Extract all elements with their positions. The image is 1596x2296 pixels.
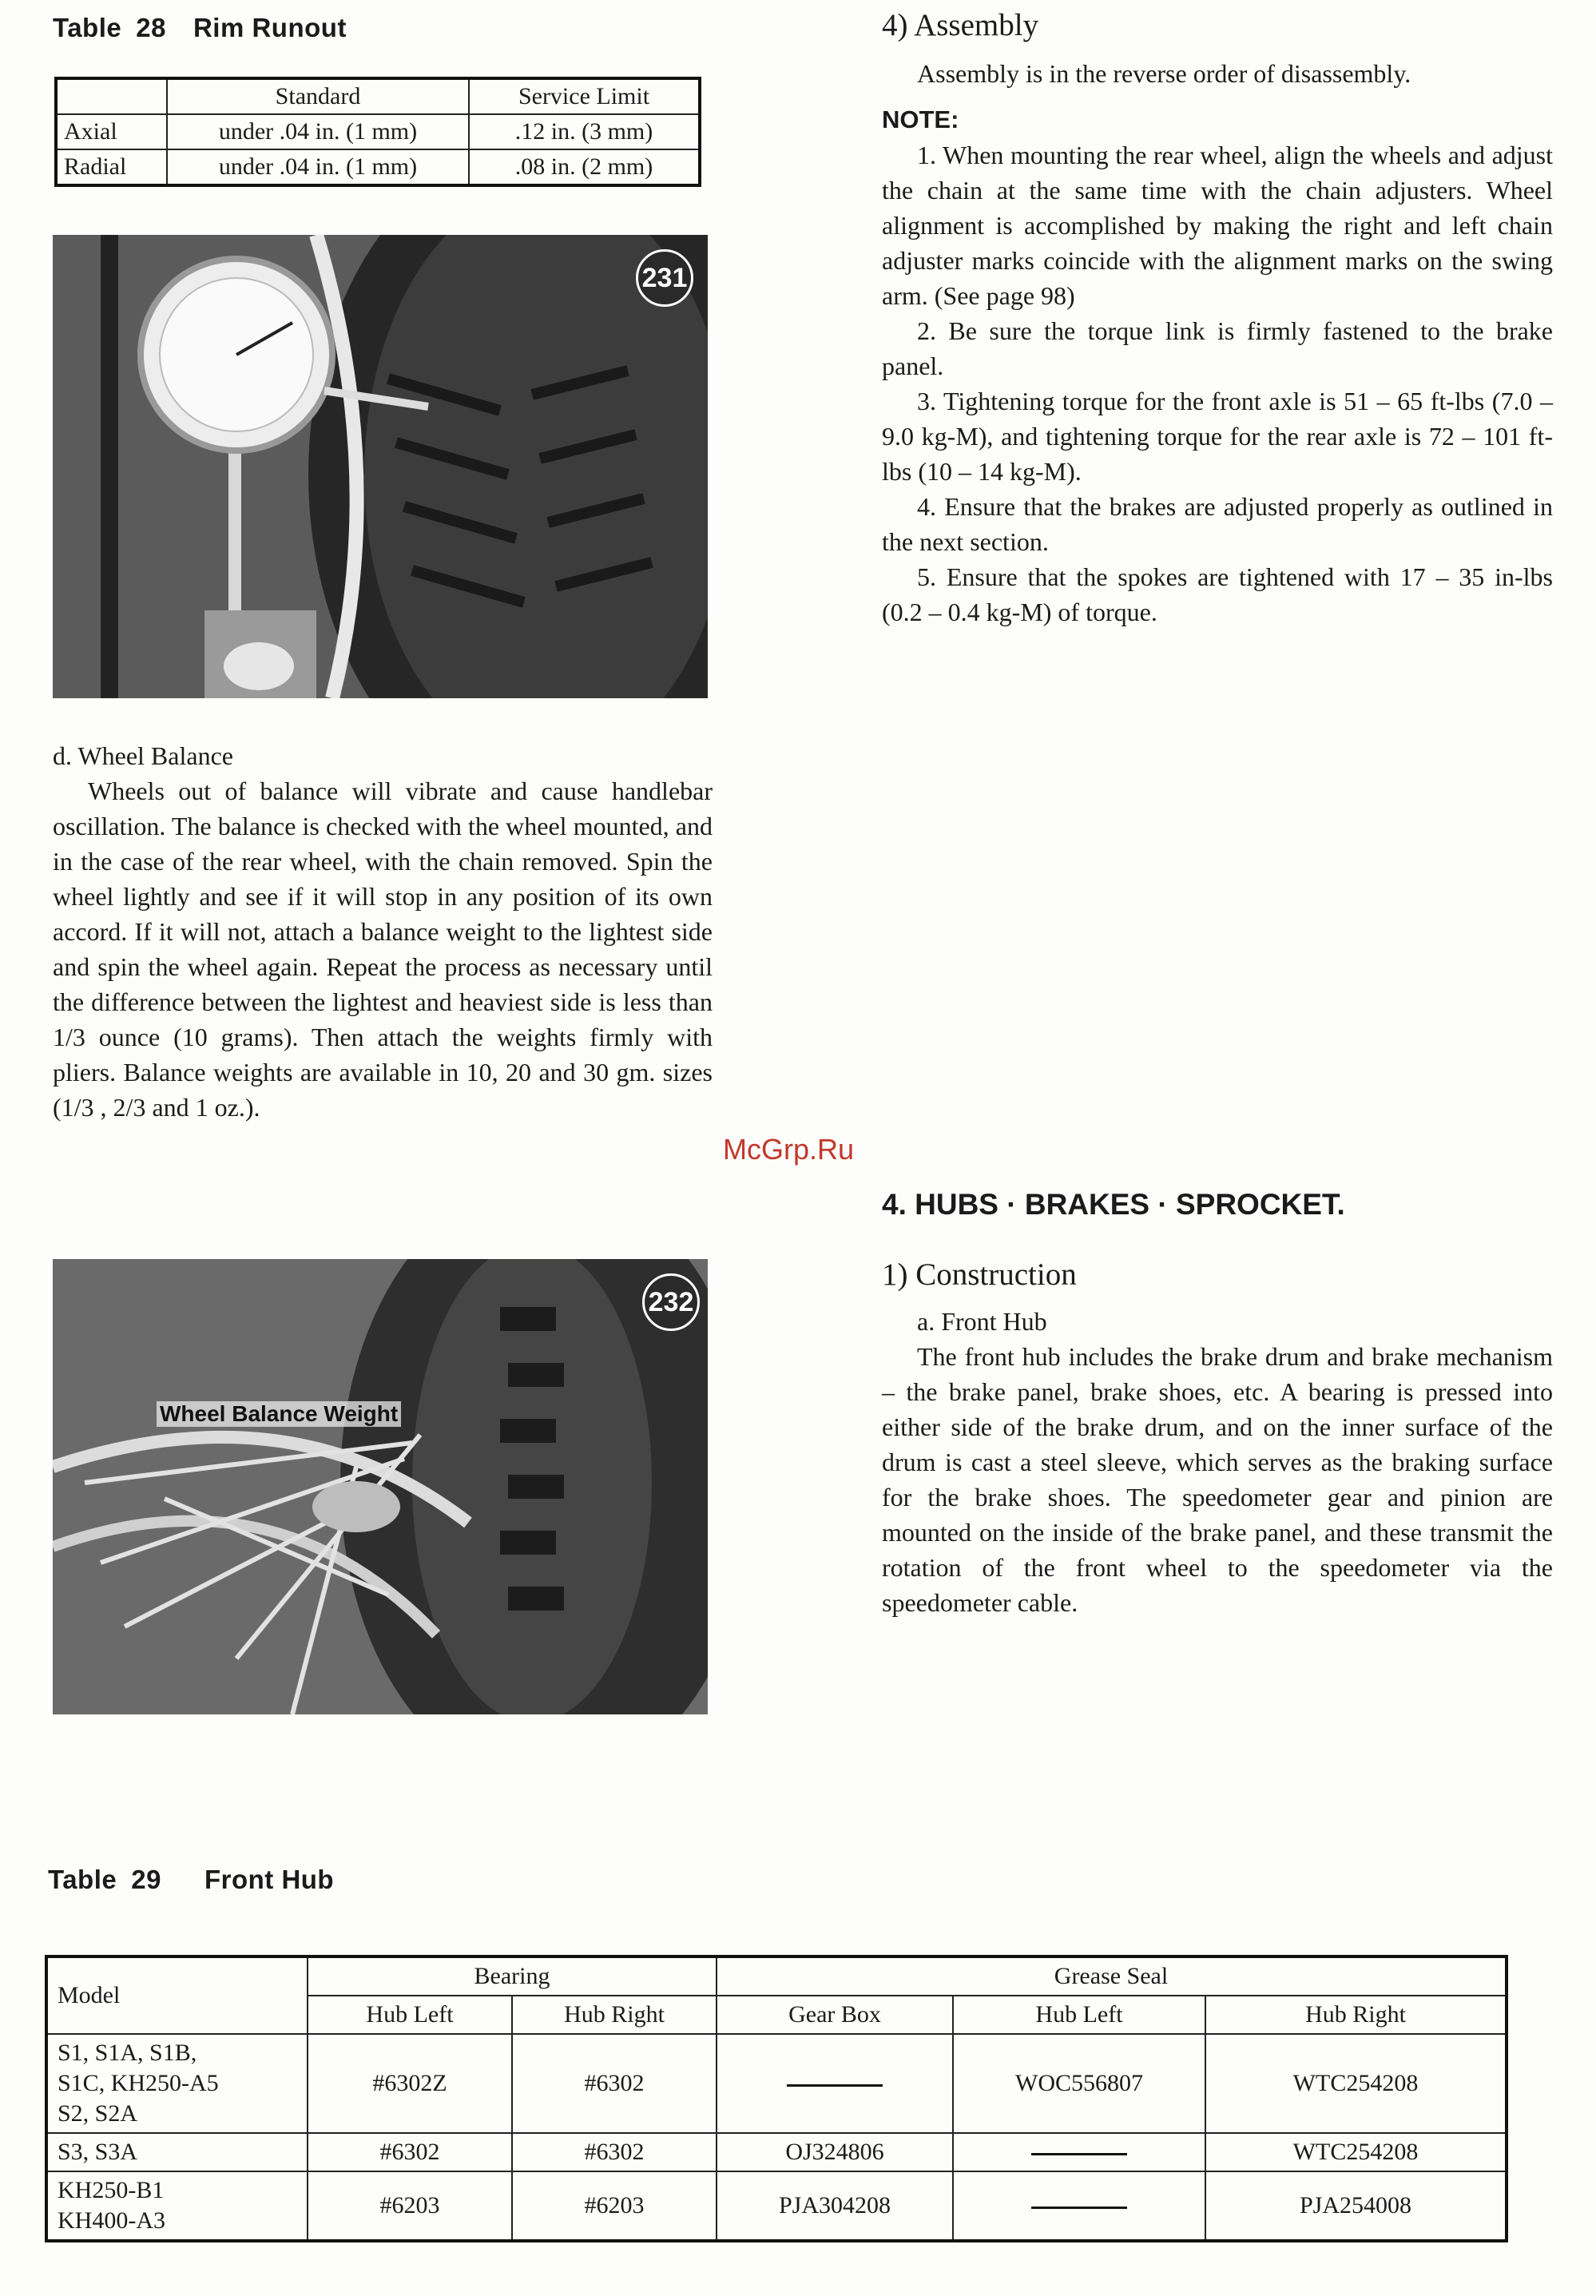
table-cell: WTC254208 (1205, 2034, 1507, 2133)
assembly-note: 5. Ensure that the spokes are tightened with 17 – 35 in-lbs (0.2 – 0.4 kg-M) of torque. (882, 562, 1553, 626)
section-heading: 4. HUBS · BRAKES · SPROCKET. (882, 1188, 1345, 1221)
assembly-note: 4. Ensure that the brakes are adjusted properly as outlined in the next section. (882, 492, 1553, 556)
table28-header-row (56, 78, 700, 114)
table-row (46, 2171, 1507, 2241)
table-cell: .12 in. (3 mm) (469, 114, 700, 149)
dash-mark (1031, 2153, 1127, 2155)
table-header-cell: Service Limit (469, 78, 700, 114)
model-line: KH400-A3 (58, 2207, 165, 2234)
table-header-cell: Hub Left (953, 1996, 1205, 2034)
figure-number-badge: 231 (636, 249, 693, 307)
model-cell (46, 2171, 308, 2241)
table-cell: Axial (56, 114, 167, 149)
table28 (54, 77, 701, 187)
model-line: S3, S3A (58, 2139, 138, 2165)
watermark: McGrp.Ru (723, 1133, 855, 1166)
table-row (46, 2034, 1507, 2133)
table-header-cell: Hub Right (512, 1996, 717, 2034)
table-cell: #6203 (308, 2171, 512, 2241)
dash-mark (1031, 2207, 1127, 2209)
wheel-spokes-illustration (53, 1259, 708, 1714)
assembly-section (882, 8, 1553, 630)
assembly-intro: Assembly is in the reverse order of disassembly. (917, 59, 1411, 88)
wheel-balance-body: Wheels out of balance will vibrate and cause handlebar oscillation. The balance is checked with the wheel mounted, and in the case of the rear wheel, with the chain removed. Spin the wheel lightly and see if it will stop in any position of its own accord. If it will not, attach a balance weight to the lightest side and spin the wheel again. Repeat the process as necessary until the difference between the lightest and heaviest side is less than 1/3 ounce (10 grams). Then attach the weights firmly with pliers. Balance weights are available in 10, 20 and 30 gm. sizes (1/3 , 2/3 and 1 oz.). (53, 777, 713, 1122)
table28-number: 28 (136, 13, 166, 42)
construction-heading: 1) Construction (882, 1257, 1077, 1292)
table-cell-none (717, 2034, 953, 2133)
assembly-note: 1. When mounting the rear wheel, align the wheels and adjust the chain at the same time with the chain adjusters. Wheel alignment is accomplished by making the right and left chain adjuster marks coincide with the alignment marks on the swing arm. (See page 98) (882, 141, 1553, 310)
table-cell: .08 in. (2 mm) (469, 149, 700, 185)
table-header-cell: Hub Left (308, 1996, 512, 2034)
figure-number-badge: 232 (642, 1273, 700, 1331)
table-cell: PJA254008 (1205, 2171, 1507, 2241)
table-header-cell: Standard (167, 78, 469, 114)
model-line: KH250-B1 (58, 2177, 165, 2203)
table-header-cell: Gear Box (717, 1996, 953, 2034)
assembly-note: 2. Be sure the torque link is firmly fastened to the brake panel. (882, 316, 1553, 380)
assembly-note: 3. Tightening torque for the front axle is 51 – 65 ft-lbs (7.0 – 9.0 kg-M), and tightening torque for the rear axle is 72 – 101 ft-lbs (10 – 14 kg-M). (882, 387, 1553, 486)
table-cell: #6302 (512, 2034, 717, 2133)
table28-caption (53, 13, 347, 43)
table-cell: Radial (56, 149, 167, 185)
table-header-cell: Hub Right (1205, 1996, 1507, 2034)
wheel-balance-section (53, 738, 713, 1125)
table-row (56, 114, 700, 149)
table-cell: under .04 in. (1 mm) (167, 114, 469, 149)
table-cell: PJA304208 (717, 2171, 953, 2241)
note-label: NOTE: (882, 105, 959, 133)
model-cell (46, 2034, 308, 2133)
front-hub-heading: a. Front Hub (917, 1307, 1047, 1336)
photo-wheel-balance-weight (53, 1259, 708, 1714)
table29-group-header (46, 1956, 1507, 1996)
table-header-cell (56, 78, 167, 114)
table-row (46, 2133, 1507, 2171)
assembly-heading: 4) Assembly (882, 8, 1039, 42)
table-cell: OJ324806 (717, 2133, 953, 2171)
model-line: S1C, KH250-A5 (58, 2070, 219, 2096)
photo-rim-runout-gauge (53, 235, 708, 698)
table29-caption (48, 1865, 334, 1895)
table28-label: Table (53, 13, 122, 42)
front-hub-body: The front hub includes the brake drum and brake mechanism – the brake panel, brake shoes, etc. A bearing is pressed into either side of the brake drum, and on the inner surface of the drum is cast a steel sleeve, which serves as the braking surface for the brake shoes. The speedometer gear and pinion are mounted on the inside of the brake panel, and these transmit the rotation of the front wheel to the speedometer via the speedometer cable. (882, 1342, 1553, 1617)
table-cell: WTC254208 (1205, 2133, 1507, 2171)
model-cell (46, 2133, 308, 2171)
table-cell: #6302 (308, 2133, 512, 2171)
model-line: S2, S2A (58, 2100, 138, 2127)
table-cell: under .04 in. (1 mm) (167, 149, 469, 185)
table-header-cell: Model (46, 1956, 308, 2034)
table-header-cell: Bearing (308, 1956, 717, 1996)
dash-mark (787, 2084, 883, 2087)
dial-gauge-illustration (53, 235, 708, 698)
table-header-cell: Grease Seal (717, 1956, 1507, 1996)
photo-callout-label: Wheel Balance Weight (157, 1401, 401, 1427)
table-cell: #6203 (512, 2171, 717, 2241)
wheel-balance-heading: d. Wheel Balance (53, 741, 233, 770)
table28-title: Rim Runout (193, 13, 347, 42)
model-line: S1, S1A, S1B, (58, 2040, 197, 2066)
table-cell: #6302 (512, 2133, 717, 2171)
table29-title: Front Hub (204, 1865, 335, 1894)
table29 (45, 1955, 1508, 2242)
table-cell: WOC556807 (953, 2034, 1205, 2133)
table29-label: Table (48, 1865, 117, 1894)
table-cell-none (953, 2171, 1205, 2241)
table-row (56, 149, 700, 185)
table-cell: #6302Z (308, 2034, 512, 2133)
table29-number: 29 (131, 1865, 161, 1894)
hubs-brakes-section (882, 1187, 1553, 1620)
table-cell-none (953, 2133, 1205, 2171)
